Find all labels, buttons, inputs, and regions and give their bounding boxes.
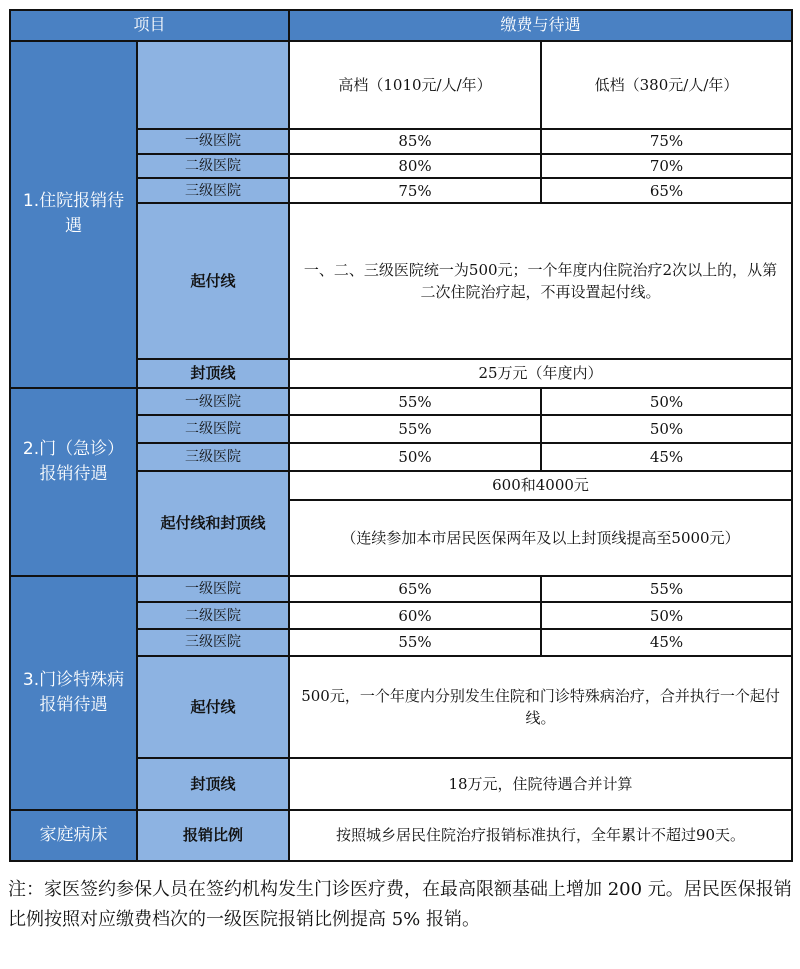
- hospital-level-label: 三级医院: [137, 443, 289, 471]
- limits-text-1: 600和4000元: [289, 471, 792, 500]
- rate-low: 65%: [541, 178, 792, 203]
- header-item: 项目: [10, 10, 289, 41]
- rate-high: 50%: [289, 443, 541, 471]
- footnote: 注：家医签约参保人员在签约机构发生门诊医疗费，在最高限额基础上增加 200 元。居民医保报销比例按照对应缴费档次的一级医院报销比例提高 5% 报销。: [8, 879, 792, 930]
- home-bed-text: 按照城乡居民住院治疗报销标准执行，全年累计不超过90天。: [289, 810, 792, 861]
- rate-high: 75%: [289, 178, 541, 203]
- rate-high: 60%: [289, 602, 541, 629]
- deductible-label: 起付线: [137, 203, 289, 359]
- rate-low: 50%: [541, 388, 792, 416]
- tier-low: 低档（380元/人/年）: [541, 41, 792, 129]
- outpatient-title: 2.门（急诊）报销待遇: [10, 388, 137, 576]
- special-title: 3.门诊特殊病报销待遇: [10, 576, 137, 810]
- hospital-level-label: 二级医院: [137, 602, 289, 629]
- hospital-level-label: 三级医院: [137, 629, 289, 656]
- rate-low: 55%: [541, 576, 792, 603]
- rate-low: 45%: [541, 629, 792, 656]
- header-row: [10, 10, 792, 41]
- deductible-text: 500元，一个年度内分别发生住院和门诊特殊病治疗，合并执行一个起付线。: [289, 656, 792, 759]
- rate-high: 65%: [289, 576, 541, 603]
- reimburse-ratio-label: 报销比例: [137, 810, 289, 861]
- rate-low: 45%: [541, 443, 792, 471]
- rate-low: 75%: [541, 129, 792, 154]
- rate-low: 70%: [541, 154, 792, 179]
- tier-blank-cell: [137, 41, 289, 129]
- rate-high: 55%: [289, 415, 541, 443]
- deductible-text: 一、二、三级医院统一为500元；一个年度内住院治疗2次以上的，从第二次住院治疗起，不再设置起付线。: [289, 203, 792, 359]
- table-row: [10, 388, 792, 416]
- deductible-label: 起付线: [137, 656, 289, 759]
- rate-high: 55%: [289, 629, 541, 656]
- hospital-level-label: 二级医院: [137, 154, 289, 179]
- cap-text: 25万元（年度内）: [289, 359, 792, 388]
- hospital-level-label: 二级医院: [137, 415, 289, 443]
- rate-high: 85%: [289, 129, 541, 154]
- header-payment: 缴费与待遇: [289, 10, 792, 41]
- hospital-level-label: 三级医院: [137, 178, 289, 203]
- table-row: [10, 576, 792, 603]
- rate-high: 55%: [289, 388, 541, 416]
- tier-high: 高档（1010元/人/年）: [289, 41, 541, 129]
- hospital-level-label: 一级医院: [137, 576, 289, 603]
- tier-row: [10, 41, 792, 129]
- rate-low: 50%: [541, 602, 792, 629]
- home-bed-title: 家庭病床: [10, 810, 137, 861]
- cap-text: 18万元，住院待遇合并计算: [289, 758, 792, 809]
- inpatient-title: 1.住院报销待遇: [10, 41, 137, 388]
- table-row: [10, 810, 792, 861]
- hospital-level-label: 一级医院: [137, 388, 289, 416]
- rate-high: 80%: [289, 154, 541, 179]
- benefits-table: [9, 9, 793, 862]
- rate-low: 50%: [541, 415, 792, 443]
- cap-label: 封顶线: [137, 359, 289, 388]
- limits-label: 起付线和封顶线: [137, 471, 289, 576]
- cap-label: 封顶线: [137, 758, 289, 809]
- hospital-level-label: 一级医院: [137, 129, 289, 154]
- limits-text-2: （连续参加本市居民医保两年及以上封顶线提高至5000元）: [289, 500, 792, 576]
